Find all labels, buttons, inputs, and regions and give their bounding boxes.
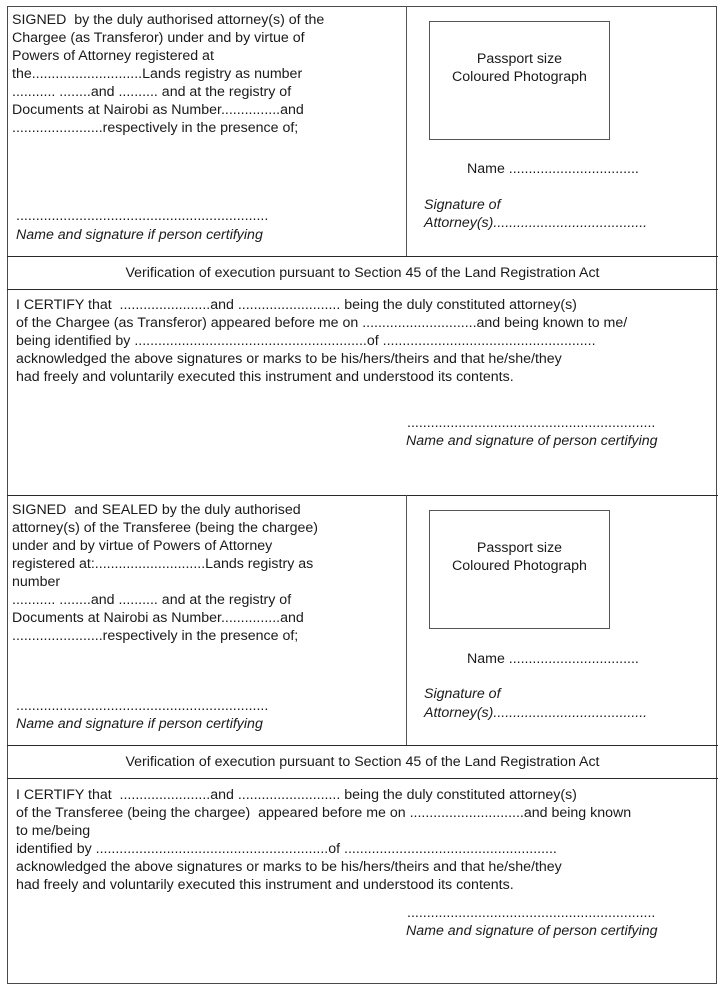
certify-line: I CERTIFY that .......................and .......................... being the duly constituted attorney(s) — [16, 787, 577, 803]
verification-heading: Verification of execution pursuant to Section 45 of the Land Registration Act — [125, 754, 600, 770]
witness-signature-line[interactable]: ................................................................ — [16, 698, 269, 714]
passport-photo-box[interactable] — [429, 21, 610, 140]
signing-clause-line: attorney(s) of the Transferee (being the chargee) — [12, 520, 318, 536]
divider — [7, 745, 718, 746]
certify-line: acknowledged the above signatures or marks to be his/hers/theirs and that he/she/they — [16, 351, 562, 367]
certify-line: of the Chargee (as Transferor) appeared before me on .............................and being known to me/ — [16, 315, 628, 331]
certifier-signature-line[interactable]: ............................................................... — [407, 905, 656, 921]
signing-clause-line: Powers of Attorney registered at — [12, 48, 214, 64]
photo-label: Passport size — [476, 51, 563, 67]
signing-clause-line: .......................respectively in the presence of; — [12, 628, 299, 644]
signing-clause-line: ........... ........and .......... and at the registry of — [12, 592, 292, 608]
certify-line: of the Transferee (being the chargee) appeared before me on .............................and being known — [16, 805, 632, 821]
certify-line: to me/being — [16, 823, 91, 839]
photo-label: Passport size — [476, 540, 563, 556]
certify-line: acknowledged the above signatures or marks to be his/hers/theirs and that he/she/they — [16, 859, 562, 875]
witness-label: Name and signature if person certifying — [16, 716, 263, 732]
signing-clause-line: the............................Lands registry as number — [12, 66, 303, 82]
certify-line: I CERTIFY that .......................and .......................... being the duly constituted attorney(s) — [16, 297, 577, 313]
attorney-name-field[interactable]: Name ................................. — [467, 651, 639, 667]
witness-signature-line[interactable]: ................................................................ — [16, 208, 269, 224]
signing-clause-line: Chargee (as Transferor) under and by virtue of — [12, 30, 305, 46]
certifier-label: Name and signature of person certifying — [406, 923, 658, 939]
verification-heading: Verification of execution pursuant to Section 45 of the Land Registration Act — [125, 265, 600, 281]
attorney-signature-label: Signature of — [424, 197, 501, 213]
attorney-name-field[interactable]: Name ................................. — [467, 161, 639, 177]
passport-photo-box[interactable] — [429, 510, 610, 629]
certify-line: had freely and voluntarily executed this instrument and understood its contents. — [16, 877, 514, 893]
witness-label: Name and signature if person certifying — [16, 227, 263, 243]
certify-line: identified by ...........................................................of ...................................................... — [16, 841, 557, 857]
photo-label: Coloured Photograph — [452, 69, 587, 85]
column-divider — [406, 6, 407, 256]
signing-clause-line: Documents at Nairobi as Number...............and — [12, 610, 304, 626]
certifier-signature-line[interactable]: ............................................................... — [407, 415, 656, 431]
signing-clause-line: ........... ........and .......... and at the registry of — [12, 84, 292, 100]
attorney-signature-field[interactable]: Attorney(s)....................................... — [424, 215, 648, 231]
photo-label: Coloured Photograph — [452, 558, 587, 574]
certify-line: had freely and voluntarily executed this instrument and understood its contents. — [16, 369, 514, 385]
signing-clause-line: SIGNED and SEALED by the duly authorised — [12, 502, 301, 518]
divider — [7, 495, 718, 496]
signing-clause-line: under and by virtue of Powers of Attorney — [12, 538, 273, 554]
divider — [7, 778, 718, 779]
signing-clause-line: number — [12, 574, 61, 590]
signing-clause-line: SIGNED by the duly authorised attorney(s) of the — [12, 12, 325, 28]
certifier-label: Name and signature of person certifying — [406, 433, 658, 449]
signing-clause-line: registered at:............................Lands registry as — [12, 556, 314, 572]
column-divider — [406, 495, 407, 745]
attorney-signature-label: Signature of — [424, 686, 501, 702]
signing-clause-line: Documents at Nairobi as Number...............and — [12, 102, 304, 118]
attorney-signature-field[interactable]: Attorney(s)....................................... — [424, 705, 648, 721]
divider — [7, 289, 718, 290]
signing-clause-line: .......................respectively in the presence of; — [12, 120, 299, 136]
certify-line: being identified by ...........................................................of ...................................................... — [16, 333, 596, 349]
divider — [7, 256, 718, 257]
